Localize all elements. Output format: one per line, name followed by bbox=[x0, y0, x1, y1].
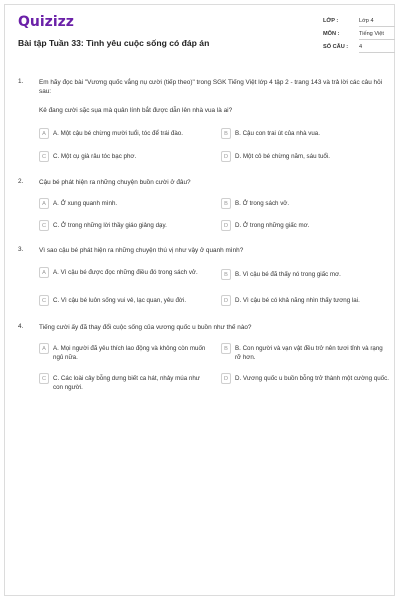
option-text: B. Con người và vạn vật đều trở nên tươi tỉnh và rạng rỡ hơn. bbox=[235, 345, 383, 361]
question-number: 4. bbox=[18, 323, 24, 330]
meta-label: SỐ CÂU : bbox=[323, 44, 349, 50]
quizizz-logo: Quizizz bbox=[18, 14, 74, 30]
option-letter: A bbox=[39, 343, 49, 354]
option-text: D. Một cô bé chừng năm, sáu tuổi. bbox=[235, 153, 330, 160]
question-subtext: Kẻ đang cười sặc sụa mà quân lính bắt được dẫn lên nhà vua là ai? bbox=[39, 107, 233, 114]
question-1 bbox=[18, 78, 390, 168]
option-text: C. Một cụ già râu tóc bạc phơ. bbox=[53, 153, 137, 160]
worksheet-meta bbox=[323, 16, 395, 55]
option-letter: A bbox=[39, 267, 49, 278]
meta-value: Tiếng Việt bbox=[359, 31, 384, 37]
meta-label: MÔN : bbox=[323, 31, 340, 37]
question-number: 1. bbox=[18, 78, 24, 85]
option-letter: D bbox=[221, 151, 231, 162]
option-letter: B bbox=[221, 343, 231, 354]
question-text: Cậu bé phát hiện ra những chuyện buồn cười ở đâu? bbox=[39, 179, 191, 186]
meta-row-grade bbox=[323, 16, 395, 29]
question-3 bbox=[18, 246, 390, 316]
option-text: A. Một cậu bé chừng mười tuổi, tóc để trái đào. bbox=[53, 130, 183, 137]
option-letter: A bbox=[39, 198, 49, 209]
question-2 bbox=[18, 178, 390, 238]
option-text: B. Vì cậu bé đã thấy nó trong giấc mơ. bbox=[235, 271, 341, 278]
option-letter: C bbox=[39, 220, 49, 231]
option-text: D. Vương quốc u buồn bỗng trở thành một cường quốc. bbox=[235, 375, 389, 382]
option-letter: C bbox=[39, 151, 49, 162]
option-letter: B bbox=[221, 128, 231, 139]
option-text: C. Ở trong những lời thầy giáo giảng dạy. bbox=[53, 222, 167, 229]
meta-value: Lớp 4 bbox=[359, 18, 374, 24]
option-text: C. Các loài cây bỗng dưng biết ca hát, nhảy múa như con người. bbox=[53, 375, 200, 391]
question-text: Vì sao cậu bé phát hiện ra những chuyện thú vị như vậy ở quanh mình? bbox=[39, 247, 244, 254]
meta-value: 4 bbox=[359, 44, 363, 50]
question-number: 3. bbox=[18, 246, 24, 253]
option-letter: D bbox=[221, 373, 231, 384]
option-text: D. Ở trong những giấc mơ. bbox=[235, 222, 310, 229]
option-text: D. Vì cậu bé có khả năng nhìn thấy tương lai. bbox=[235, 297, 360, 304]
option-letter: B bbox=[221, 269, 231, 280]
option-text: A. Vì cậu bé được đọc những điều đó trong sách vở. bbox=[53, 269, 198, 276]
option-letter: D bbox=[221, 220, 231, 231]
question-text: Tiếng cười ấy đã thay đổi cuộc sống của vương quốc u buồn như thế nào? bbox=[39, 324, 252, 331]
option-text: B. Cậu con trai út của nhà vua. bbox=[235, 130, 320, 137]
question-number: 2. bbox=[18, 178, 24, 185]
option-text: A. Ở xung quanh mình. bbox=[53, 200, 118, 207]
option-letter: C bbox=[39, 373, 49, 384]
meta-row-count bbox=[323, 42, 395, 55]
question-text: Em hãy đọc bài "Vương quốc vắng nụ cười (tiếp theo)" trong SGK Tiếng Việt lớp 4 tập 2 - trang 143 và trả lời các câu hỏi sau: bbox=[39, 79, 383, 95]
meta-row-subject bbox=[323, 29, 395, 42]
option-letter: D bbox=[221, 295, 231, 306]
option-text: C. Vì cậu bé luôn sống vui vẻ, lạc quan, yêu đời. bbox=[53, 297, 187, 304]
option-letter: A bbox=[39, 128, 49, 139]
question-4 bbox=[18, 323, 390, 403]
meta-label: LỚP : bbox=[323, 18, 339, 24]
option-letter: B bbox=[221, 198, 231, 209]
option-text: B. Ở trong sách vở. bbox=[235, 200, 290, 207]
option-text: A. Mọi người đã yêu thích lao động và không còn muốn ngủ nữa. bbox=[53, 345, 206, 361]
worksheet-page bbox=[4, 4, 395, 596]
worksheet-title: Bài tập Tuần 33: Tình yêu cuộc sống có đáp án bbox=[18, 38, 210, 48]
option-letter: C bbox=[39, 295, 49, 306]
